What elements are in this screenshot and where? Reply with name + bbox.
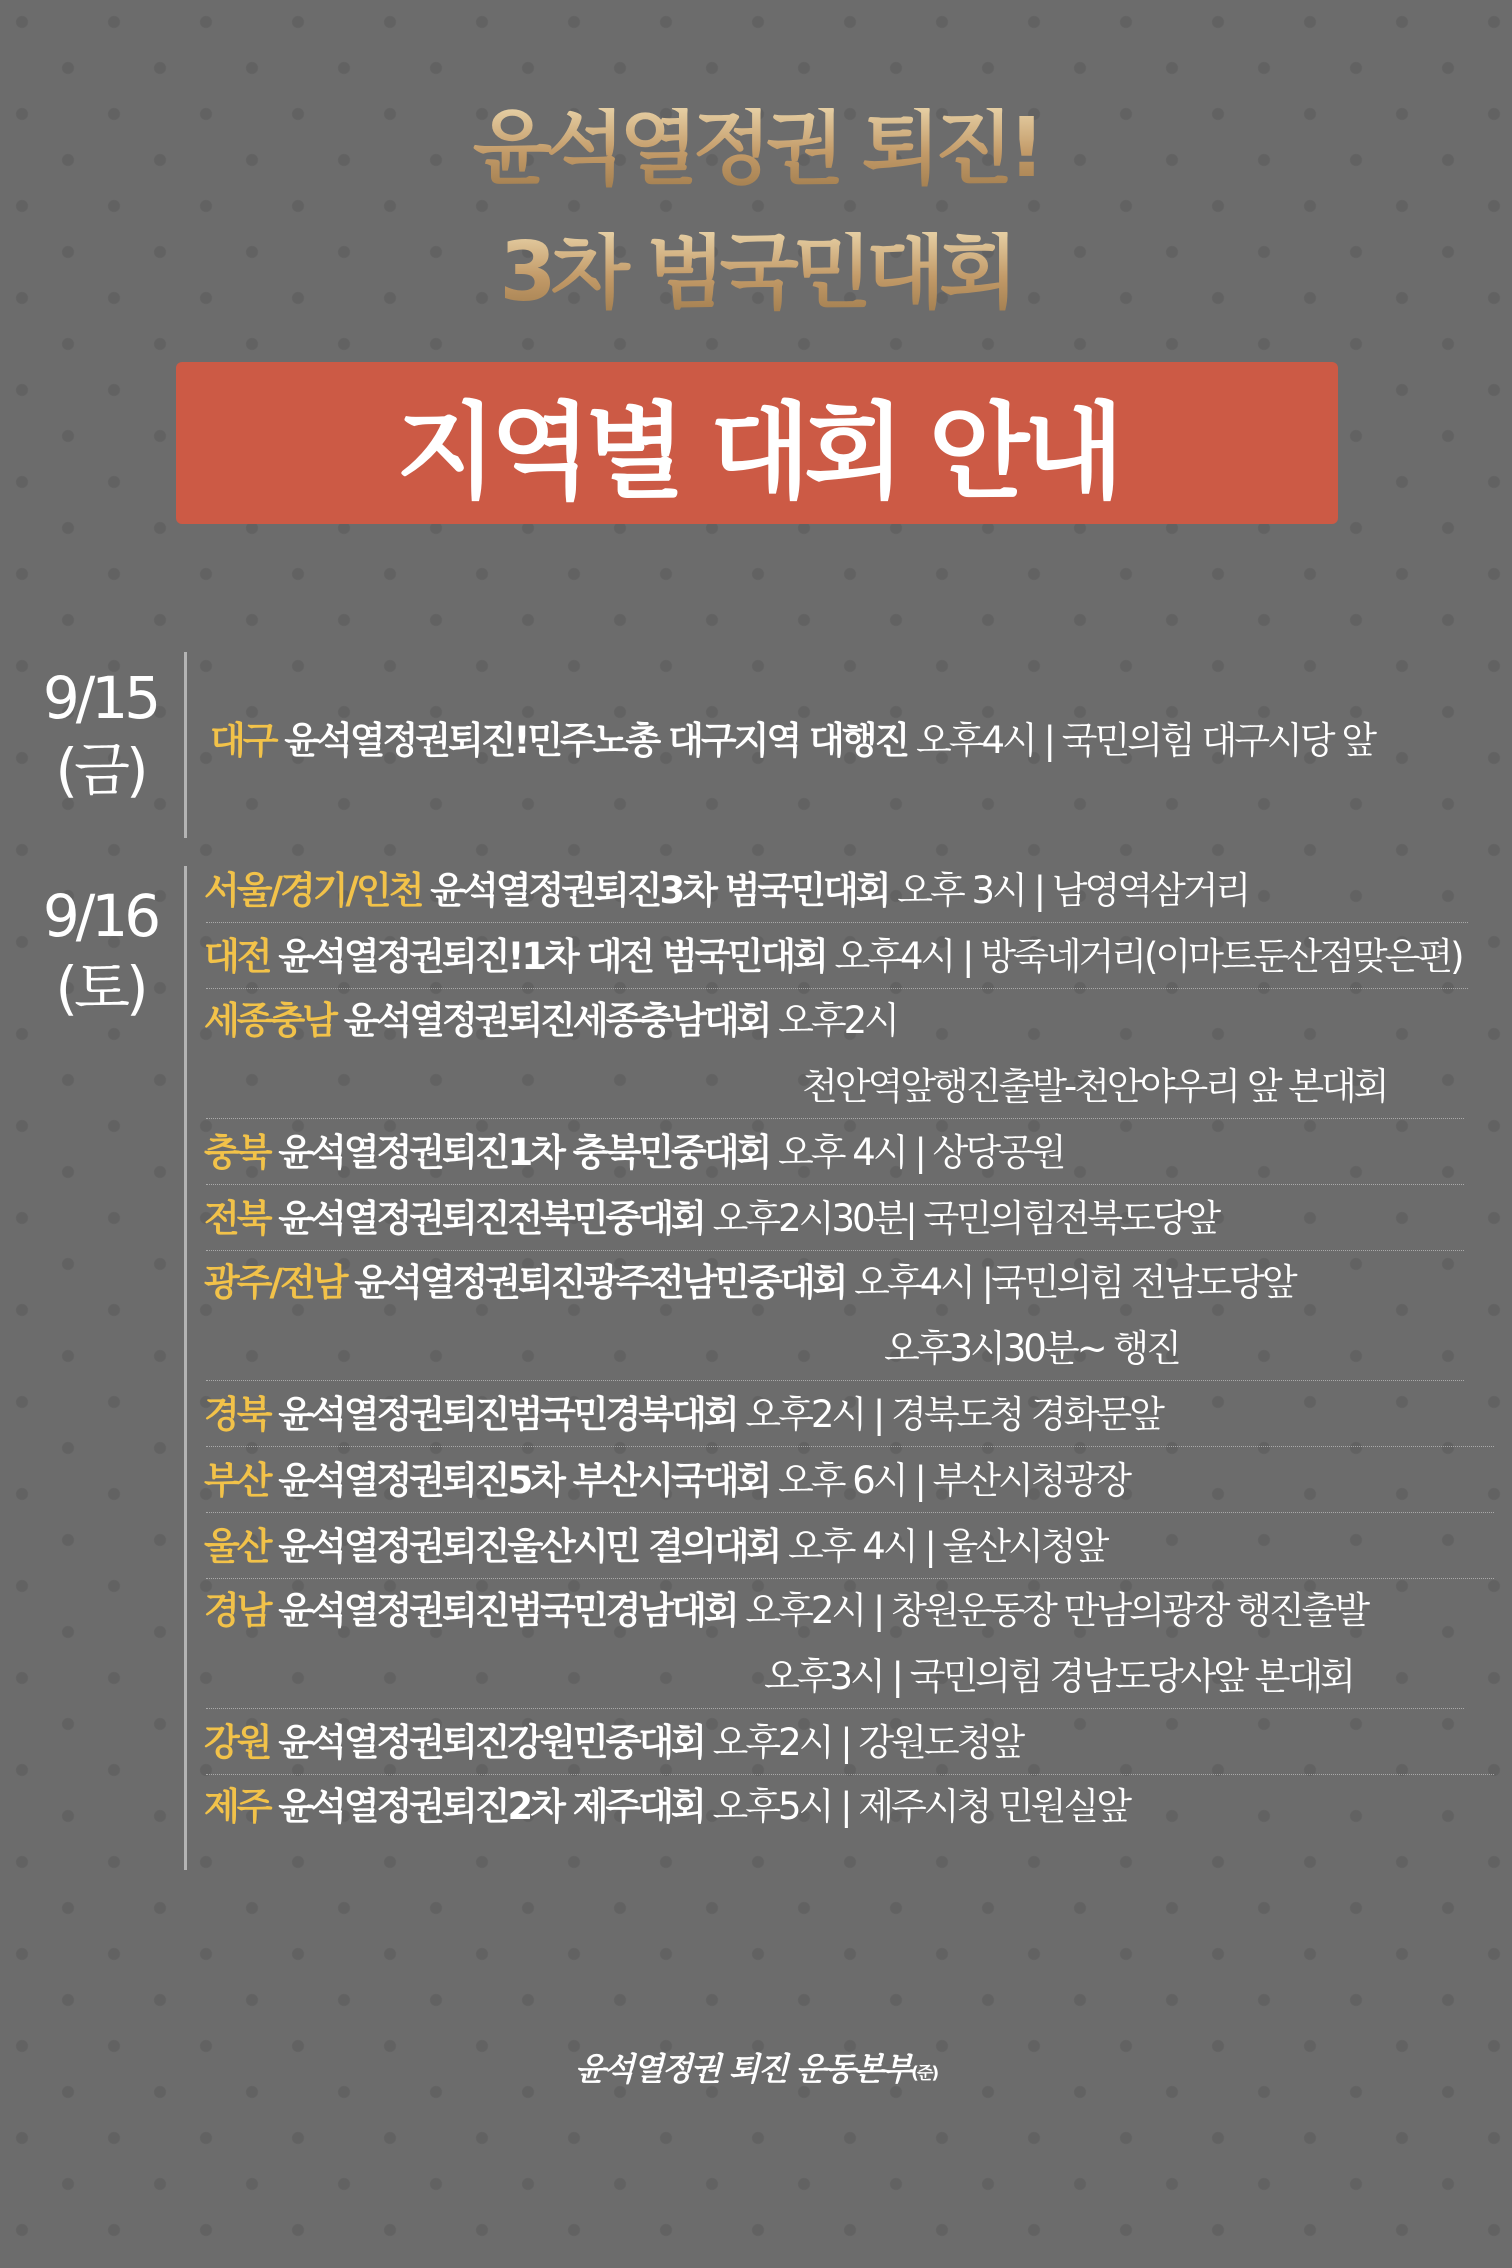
region-label: 충북 [204,1131,270,1174]
event-detail: 오후2시 | 창원운동장 만남의광장 행진출발 [745,1589,1368,1632]
event-row [802,1062,1387,1112]
row-separator [206,1774,1494,1775]
row-separator [206,1708,1464,1709]
event-name: 윤석열정권퇴진범국민경북대회 [278,1393,737,1436]
event-name: 윤석열정권퇴진세종충남대회 [343,999,770,1042]
row-separator [206,988,1468,989]
event-name: 윤석열정권퇴진3차 범국민대회 [430,869,889,912]
event-row [204,1390,1162,1440]
footer-organization [0,2044,1512,2090]
event-name: 윤석열정권퇴진광주전남민중대회 [354,1261,846,1304]
event-row [204,1456,1129,1506]
row-separator [206,922,1468,923]
row-separator [206,1250,1464,1251]
event-name: 윤석열정권퇴진범국민경남대회 [278,1589,737,1632]
event-detail: 오후2시 | 강원도청앞 [712,1721,1023,1764]
event-row [884,1324,1179,1374]
region-label: 경남 [204,1589,270,1632]
event-detail: 오후 4시 | 울산시청앞 [788,1525,1107,1568]
event-detail: 오후4시 | 국민의힘 대구시당 앞 [916,719,1374,762]
event-row [204,1194,1218,1244]
event-name: 윤석열정권퇴진!민주노총 대구지역 대행진 [284,719,908,762]
event-detail: 오후 3시 | 남영역삼거리 [897,869,1249,912]
event-detail: 천안역앞행진출발-천안야우리 앞 본대회 [802,1065,1387,1108]
region-label: 대전 [204,935,270,978]
date-label-sep16 [20,880,180,1024]
event-detail: 오후 6시 | 부산시청광장 [778,1459,1129,1502]
event-row [204,1128,1064,1178]
row-separator [206,1512,1494,1513]
event-detail: 오후5시 | 제주시청 민원실앞 [712,1785,1129,1828]
date-day: 9/16 [42,882,158,950]
event-name: 윤석열정권퇴진5차 부산시국대회 [278,1459,770,1502]
region-label: 광주/전남 [204,1261,346,1304]
region-label: 부산 [204,1459,270,1502]
event-row-daegu [210,716,1374,766]
row-separator [206,1380,1464,1381]
event-name: 윤석열정권퇴진울산시민 결의대회 [278,1525,780,1568]
row-separator [206,1578,1494,1579]
event-row [204,866,1248,916]
event-name: 윤석열정권퇴진!1차 대전 범국민대회 [278,935,826,978]
poster-title-line2: 3차 범국민대회 [0,232,1512,314]
event-detail: 오후4시 |국민의힘 전남도당앞 [854,1261,1295,1304]
date-divider-sep16 [184,866,187,1870]
poster-title-line1: 윤석열정권 퇴진! [0,108,1512,190]
row-separator [206,1446,1494,1447]
event-row [204,1522,1106,1572]
event-row [204,1586,1367,1636]
event-detail: 오후2시30분| 국민의힘전북도당앞 [712,1197,1219,1240]
date-day: 9/15 [42,664,158,732]
event-detail: 오후2시 [778,999,897,1042]
date-weekday: (토) [55,954,145,1022]
region-label: 강원 [204,1721,270,1764]
footer-org-suffix: (준) [911,2063,938,2084]
event-detail: 오후4시 | 방죽네거리(이마트둔산점맞은편) [834,935,1462,978]
region-label: 제주 [204,1785,270,1828]
event-name: 윤석열정권퇴진1차 충북민중대회 [278,1131,770,1174]
event-detail: 오후2시 | 경북도청 경화문앞 [745,1393,1162,1436]
event-name: 윤석열정권퇴진2차 제주대회 [278,1785,704,1828]
event-name: 윤석열정권퇴진전북민중대회 [278,1197,704,1240]
date-divider-sep15 [184,652,187,838]
footer-org-name: 윤석열정권 퇴진 운동본부 [574,2050,912,2088]
event-detail: 오후3시30분~ 행진 [884,1327,1179,1370]
row-separator [206,1118,1464,1119]
event-name: 윤석열정권퇴진강원민중대회 [278,1721,704,1764]
event-row [204,1782,1129,1832]
event-row [204,1258,1295,1308]
date-label-sep15 [20,662,180,806]
region-label: 전북 [204,1197,270,1240]
event-row [204,1718,1022,1768]
event-row [204,996,897,1046]
row-separator [206,1184,1464,1185]
section-banner [176,362,1338,524]
banner-text: 지역별 대회 안내 [396,391,1118,513]
date-weekday: (금) [55,736,145,804]
event-detail: 오후 4시 | 상당공원 [778,1131,1064,1174]
region-label: 대구 [210,719,276,762]
region-label: 서울/경기/인천 [204,869,422,912]
region-label: 세종충남 [204,999,335,1042]
region-label: 경북 [204,1393,270,1436]
region-label: 울산 [204,1525,270,1568]
event-row [764,1652,1353,1702]
event-row [204,932,1462,982]
event-detail: 오후3시 | 국민의힘 경남도당사앞 본대회 [764,1655,1353,1698]
